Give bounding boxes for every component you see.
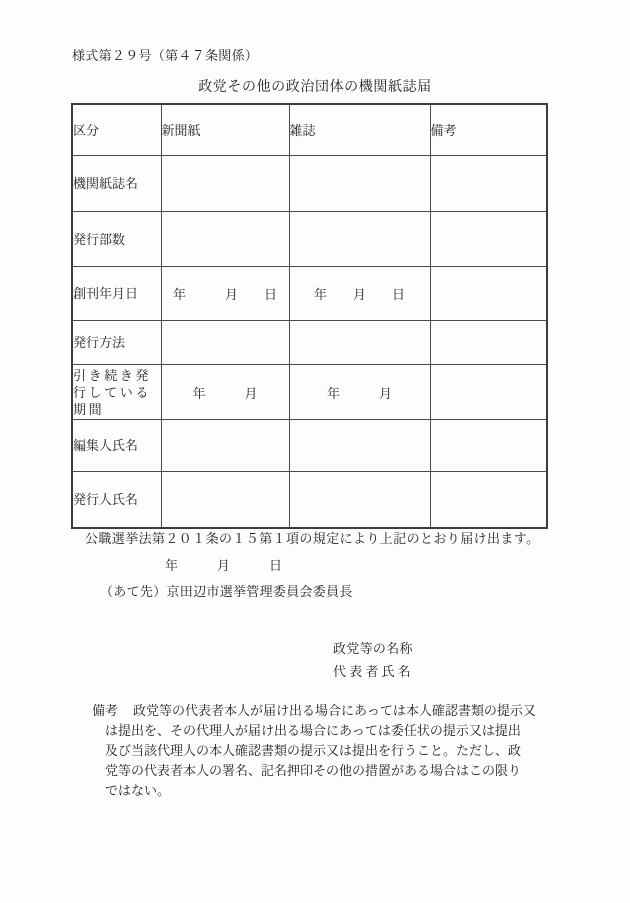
remarks-label: 備考 bbox=[92, 703, 119, 718]
cell-publisher-name-newspaper bbox=[161, 472, 289, 529]
table-header-row bbox=[72, 104, 547, 156]
cell-publication-method-newspaper bbox=[161, 321, 289, 365]
cell-first-issue-date-newspaper: 年 月 日 bbox=[161, 267, 289, 321]
cell-editor-name-remarks bbox=[430, 420, 547, 472]
header-remarks: 備考 bbox=[430, 104, 547, 156]
representative-name-label: 代表者氏名 bbox=[333, 664, 415, 679]
cell-circulation-remarks bbox=[430, 212, 547, 267]
header-magazine: 雑誌 bbox=[289, 104, 430, 156]
cell-publisher-name-remarks bbox=[430, 472, 547, 529]
submission-date-line: 年 月 日 bbox=[165, 558, 283, 573]
cell-publication-name-remarks bbox=[430, 156, 547, 212]
row-label-circulation: 発行部数 bbox=[72, 212, 161, 267]
table-row-circulation bbox=[72, 212, 547, 267]
row-label-publisher-name: 発行人氏名 bbox=[72, 472, 161, 529]
cell-editor-name-newspaper bbox=[161, 420, 289, 472]
remarks-note bbox=[92, 701, 552, 801]
remarks-line-5: ではない。 bbox=[105, 783, 171, 798]
remarks-line-3: 及び当該代理人の本人確認書類の提示又は提出を行うこと。ただし、政 bbox=[105, 743, 522, 758]
table-row-continuous-period bbox=[72, 365, 547, 420]
row-label-editor-name: 編集人氏名 bbox=[72, 420, 161, 472]
header-category: 区分 bbox=[72, 104, 161, 156]
cell-circulation-newspaper bbox=[161, 212, 289, 267]
row-label-publication-method: 発行方法 bbox=[72, 321, 161, 365]
cell-first-issue-date-magazine: 年 月 日 bbox=[289, 267, 430, 321]
remarks-line-1 bbox=[92, 701, 552, 721]
party-name-label: 政党等の名称 bbox=[333, 641, 413, 656]
remarks-line-4: 党等の代表者本人の署名、記名押印その他の措置がある場合はこの限り bbox=[105, 763, 522, 778]
table-row-editor-name bbox=[72, 420, 547, 472]
cell-editor-name-magazine bbox=[289, 420, 430, 472]
publication-form-table bbox=[71, 103, 548, 529]
cell-circulation-magazine bbox=[289, 212, 430, 267]
cell-continuous-period-remarks bbox=[430, 365, 547, 420]
cell-continuous-period-newspaper: 年 月 bbox=[161, 365, 289, 420]
cell-publication-name-magazine bbox=[289, 156, 430, 212]
remarks-text-1: 政党等の代表者本人が届け出る場合にあっては本人確認書類の提示又 bbox=[133, 703, 536, 718]
cell-publication-method-remarks bbox=[430, 321, 547, 365]
document-title: 政党その他の政治団体の機関紙誌届 bbox=[198, 80, 432, 95]
table-row-first-issue-date bbox=[72, 267, 547, 321]
signer-block bbox=[333, 642, 414, 679]
header-newspaper: 新聞紙 bbox=[161, 104, 289, 156]
cell-publication-name-newspaper bbox=[161, 156, 289, 212]
row-label-continuous-period: 引き続き発行している期間 bbox=[72, 365, 161, 420]
cell-first-issue-date-remarks bbox=[430, 267, 547, 321]
addressee-line: （あて先）京田辺市選挙管理委員会委員長 bbox=[100, 584, 353, 599]
cell-continuous-period-magazine: 年 月 bbox=[289, 365, 430, 420]
row-label-publication-name: 機関紙誌名 bbox=[72, 156, 161, 212]
table-row-publication-method bbox=[72, 321, 547, 365]
remarks-line-2: は提出を、その代理人が届け出る場合にあっては委任状の提示又は提出 bbox=[105, 723, 521, 738]
form-number: 様式第２９号（第４７条関係） bbox=[72, 48, 259, 63]
cell-publisher-name-magazine bbox=[289, 472, 430, 529]
legal-declaration-text: 公職選挙法第２０１条の１５第１項の規定により上記のとおり届け出ます。 bbox=[85, 531, 540, 546]
table-row-publisher-name bbox=[72, 472, 547, 529]
cell-publication-method-magazine bbox=[289, 321, 430, 365]
table-row-publication-name bbox=[72, 156, 547, 212]
row-label-first-issue-date: 創刊年月日 bbox=[72, 267, 161, 321]
